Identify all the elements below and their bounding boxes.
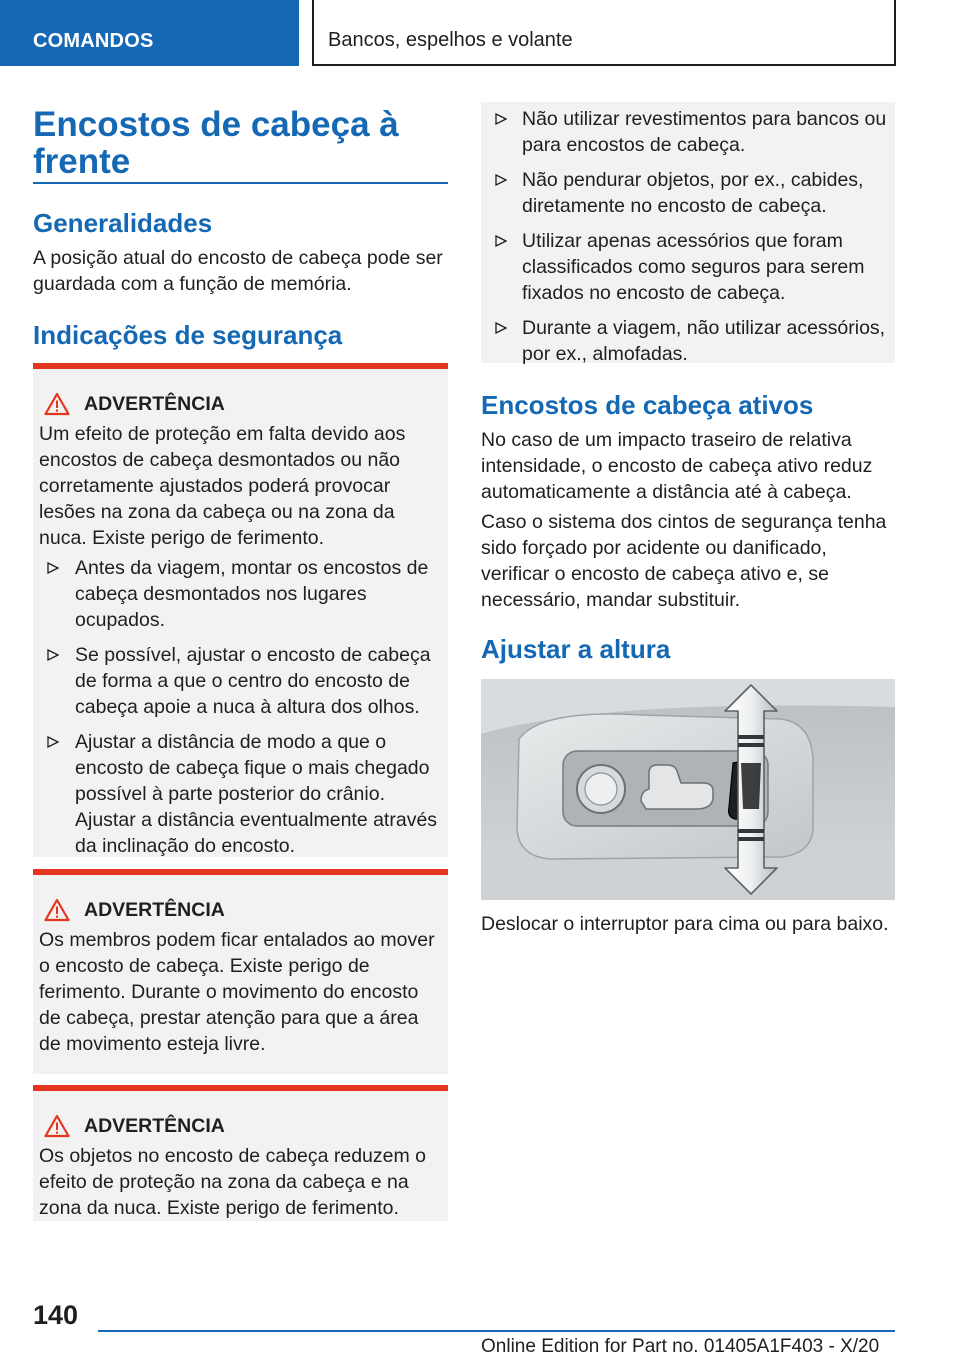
general-text: A posição atual do encosto de cabeça pode ser guardada com a função de memória. [33,247,443,295]
page-number: 140 [33,1300,79,1330]
list-item: Não pendurar objetos, por ex., cabides, diretamente no encosto de cabeça. [487,167,889,219]
warning-continued-box [481,102,895,363]
safety-heading: Indicações de segurança [33,320,343,350]
bullet-triangle-icon [495,113,507,125]
warning-triangle-icon [44,1114,70,1138]
warning-label: ADVERTÊNCIA [84,1114,225,1137]
warning-triangle-icon [44,898,70,922]
section-tab: COMANDOS [0,0,299,66]
height-heading: Ajustar a altura [481,634,671,664]
bullet-triangle-icon [495,174,507,186]
bullet-triangle-icon [47,649,59,661]
footer-rule [98,1330,895,1332]
active-text-1: No caso de um impacto traseiro de relativa intensidade, o encosto de cabeça ativo reduz automaticamente a distância até à cabeça. [481,429,873,503]
warning-box-1 [33,363,448,857]
list-item: Não utilizar revestimentos para bancos ou para encostos de cabeça. [487,106,889,158]
general-heading: Generalidades [33,208,213,238]
warning-header [39,1113,440,1139]
warning-bullet-list [39,555,440,859]
figure-caption: Deslocar o interruptor para cima ou para baixo. [481,913,889,935]
warning-label: ADVERTÊNCIA [84,898,225,921]
warning-box-3 [33,1085,448,1221]
bullet-triangle-icon [495,322,507,334]
seat-switch-illustration [481,679,895,900]
topic-header: Bancos, espelhos e volante [312,0,896,66]
active-text-2: Caso o sistema dos cintos de segurança tenha sido forçado por acidente ou danificado, verificar o encosto de cabeça ativo e, se necessário, mandar substituir. [481,511,887,611]
warning-header [39,391,440,417]
list-item: Antes da viagem, montar os encostos de cabeça desmontados nos lugares ocupados. [39,555,440,633]
page-title: Encostos de cabeça à frente [33,105,399,181]
warning-triangle-icon [44,392,70,416]
warning-text: Um efeito de proteção em falta devido aos encostos de cabeça desmontados ou não corretamente ajustados poderá provocar lesões na zona da cabeça ou na zona da nuca. Existe perigo de ferimento. [39,423,406,549]
continued-bullet-list [487,106,889,367]
warning-text: Os objetos no encosto de cabeça reduzem o efeito de proteção na zona da cabeça e na zona da nuca. Existe perigo de ferimento. [39,1145,426,1219]
warning-header [39,897,440,923]
list-item: Utilizar apenas acessórios que foram classificados como seguros para serem fixados no encosto de cabeça. [487,228,889,306]
list-item: Ajustar a distância de modo a que o encosto de cabeça fique o mais chegado possível à parte posterior do crânio. Ajustar a distância eventualmente através da inclinação do encosto. [39,729,440,859]
bullet-triangle-icon [47,736,59,748]
active-heading: Encostos de cabeça ativos [481,390,814,420]
seat-controls-image [481,679,895,900]
footer-edition: Online Edition for Part no. 01405A1F403 - X/20 [481,1336,880,1357]
warning-label: ADVERTÊNCIA [84,392,225,415]
list-item: Durante a viagem, não utilizar acessórios, por ex., almofadas. [487,315,889,367]
warning-text: Os membros podem ficar entalados ao mover o encosto de cabeça. Existe perigo de ferimento. Durante o movimento do encosto de cabeça, prestar atenção para que a área de movimento esteja livre. [39,929,435,1055]
bullet-triangle-icon [495,235,507,247]
warning-box-2 [33,869,448,1074]
list-item: Se possível, ajustar o encosto de cabeça de forma a que o centro do encosto de cabeça apoie a nuca à altura dos olhos. [39,642,440,720]
title-rule [33,182,448,184]
bullet-triangle-icon [47,562,59,574]
